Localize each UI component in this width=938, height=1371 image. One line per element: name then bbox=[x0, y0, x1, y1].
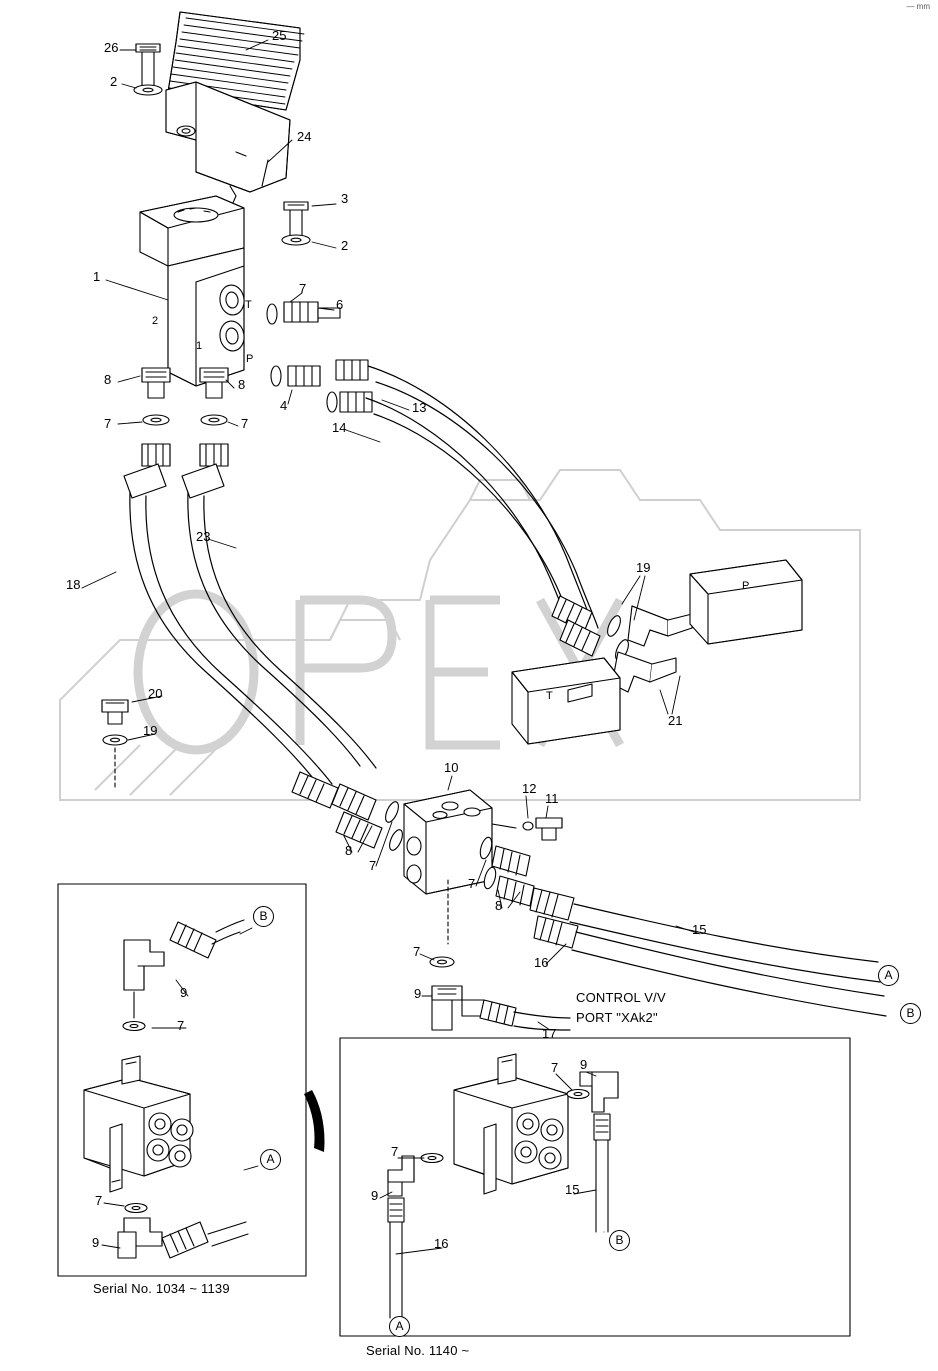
inset-right-callout-16: 16 bbox=[434, 1236, 449, 1251]
inset-right-callout-9-top: 9 bbox=[580, 1057, 588, 1072]
callout-20: 20 bbox=[148, 686, 163, 701]
callout-13: 13 bbox=[412, 400, 427, 415]
marker-B-right: B bbox=[900, 1003, 921, 1024]
callout-7-right: 7 bbox=[241, 416, 249, 431]
block-port-P: P bbox=[742, 580, 750, 592]
inset-left-caption: Serial No. 1034 ~ 1139 bbox=[93, 1281, 230, 1296]
marker-B-inset-right: B bbox=[609, 1230, 630, 1251]
callout-1: 1 bbox=[93, 269, 101, 284]
marker-A-inset-left: A bbox=[260, 1149, 281, 1170]
inset-right-callout-7-top: 7 bbox=[551, 1060, 559, 1075]
callout-19-left: 19 bbox=[143, 723, 158, 738]
callout-2-lower: 2 bbox=[341, 238, 349, 253]
callout-2-top: 2 bbox=[110, 74, 118, 89]
callout-6: 6 bbox=[336, 297, 344, 312]
callout-18: 18 bbox=[66, 577, 81, 592]
callout-12: 12 bbox=[522, 781, 537, 796]
block-port-T: T bbox=[546, 690, 553, 702]
callout-9-center: 9 bbox=[414, 986, 422, 1001]
callout-4: 4 bbox=[280, 398, 288, 413]
callout-19-right: 19 bbox=[636, 560, 651, 575]
marker-B-inset-left: B bbox=[253, 906, 274, 927]
callout-8-block-right: 8 bbox=[495, 898, 503, 913]
marker-A-inset-right: A bbox=[389, 1316, 410, 1337]
callout-11: 11 bbox=[545, 791, 559, 806]
inset-left-callout-7-bottom: 7 bbox=[95, 1193, 103, 1208]
callout-7-a: 7 bbox=[299, 281, 307, 296]
callout-8-left: 8 bbox=[104, 372, 112, 387]
port-label-P: P bbox=[246, 353, 254, 365]
inset-right-callout-7-left: 7 bbox=[391, 1144, 399, 1159]
callout-24: 24 bbox=[297, 129, 312, 144]
control-valve-line1: CONTROL V/V bbox=[576, 990, 666, 1005]
marker-A-right: A bbox=[878, 965, 899, 986]
inset-left-callout-9-bottom: 9 bbox=[92, 1235, 100, 1250]
callout-23: 23 bbox=[196, 529, 211, 544]
callout-25: 25 bbox=[272, 28, 287, 43]
callout-21: 21 bbox=[668, 713, 683, 728]
callout-7-left: 7 bbox=[104, 416, 112, 431]
inset-left-callout-9-top: 9 bbox=[180, 985, 188, 1000]
callout-14: 14 bbox=[332, 420, 347, 435]
inset-right-caption: Serial No. 1140 ~ bbox=[366, 1343, 470, 1358]
control-valve-line2: PORT "XAk2" bbox=[576, 1010, 658, 1025]
top-edge-mark: — mm bbox=[906, 2, 930, 11]
callout-3: 3 bbox=[341, 191, 349, 206]
callout-15: 15 bbox=[692, 922, 707, 937]
port-label-T: T bbox=[245, 299, 252, 311]
callout-17: 17 bbox=[542, 1026, 557, 1041]
inset-right-callout-15: 15 bbox=[565, 1182, 580, 1197]
callout-10: 10 bbox=[444, 760, 459, 775]
valve-port-2: 2 bbox=[152, 315, 159, 327]
valve-port-1: 1 bbox=[196, 340, 203, 352]
callout-7-block-right: 7 bbox=[468, 876, 476, 891]
callout-8-block-left: 8 bbox=[345, 843, 353, 858]
inset-right-callout-9-left: 9 bbox=[371, 1188, 379, 1203]
callout-26: 26 bbox=[104, 40, 119, 55]
callout-7-block-left: 7 bbox=[369, 858, 377, 873]
inset-left-callout-7-top: 7 bbox=[177, 1018, 185, 1033]
callout-8-right: 8 bbox=[238, 377, 246, 392]
callout-7-oring-bottom: 7 bbox=[413, 944, 421, 959]
callout-16: 16 bbox=[534, 955, 549, 970]
